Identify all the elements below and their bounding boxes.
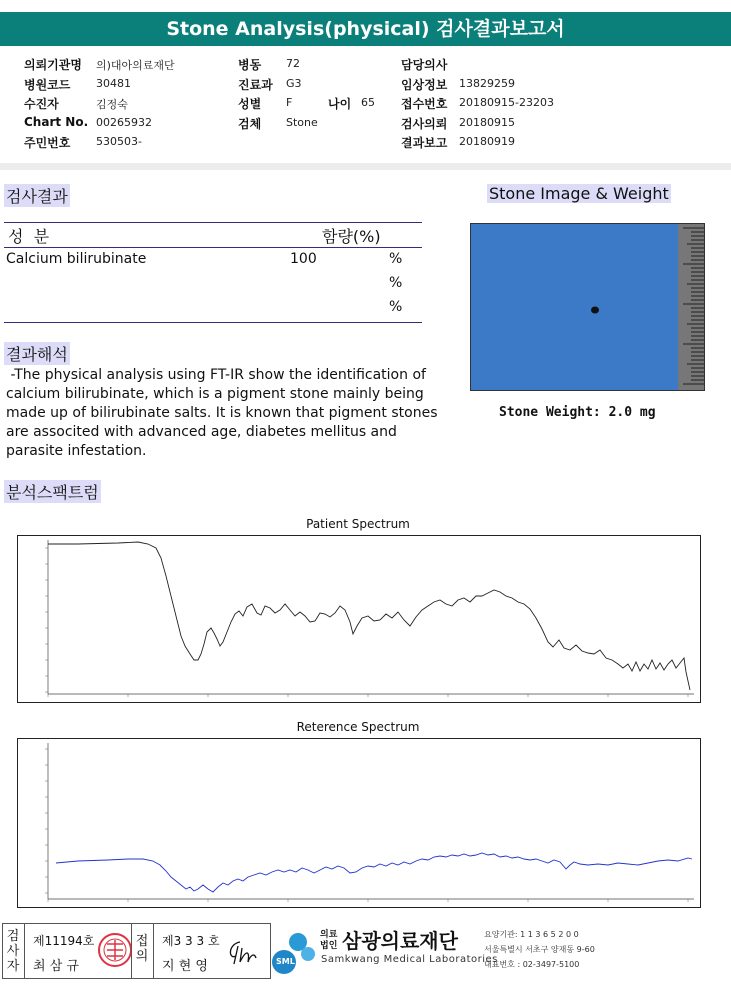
reference-spectrum-plot: [17, 738, 701, 908]
table-bottom-rule: [4, 322, 422, 323]
footer: [0, 920, 731, 988]
info-value: 530503-: [96, 135, 142, 148]
info-label: Chart No.: [24, 115, 89, 129]
info-value: 30481: [96, 77, 131, 90]
info-value: G3: [286, 77, 302, 90]
info-label: 담당의사: [401, 58, 448, 72]
info-value: 김정숙: [96, 98, 128, 111]
reference-spectrum-svg: [18, 739, 700, 907]
role-char: 자: [6, 959, 20, 974]
stone-weight: [499, 405, 656, 420]
column-header-content: 함량(%): [322, 227, 381, 246]
report-title: Stone Analysis(physical) 검사결과보고서: [0, 12, 731, 46]
org-name: 삼광의료재단: [342, 929, 458, 953]
license-number-2: 제3 3 3 호: [162, 934, 220, 948]
result-unit: %: [389, 251, 403, 267]
result-unit: %: [389, 275, 403, 291]
info-label: 임상정보: [401, 78, 448, 92]
table-top-rule: [4, 222, 422, 223]
org-prefix-top: 의료: [320, 930, 338, 940]
stone-image: [470, 223, 705, 391]
signature-box-1: [2, 923, 142, 979]
interpretation-line: -The physical analysis using FT-IR show the identification of: [6, 367, 426, 383]
contact-line: 서울특별시 서초구 양재동 9-60: [484, 945, 595, 954]
role-char: 사: [6, 944, 20, 959]
info-value: 00265932: [96, 116, 152, 129]
info-label: 나이: [328, 97, 352, 111]
info-label: 병동: [238, 58, 262, 72]
stone-heading: Stone Image & Weight: [489, 184, 669, 203]
logo-badge: SML: [276, 957, 295, 966]
reference-spectrum-title: Reterence Spectrum: [296, 720, 420, 734]
x-ticks: [48, 694, 688, 697]
interpretation-line: made up of bilirubinate salts. It is known that pigment stones: [6, 405, 438, 421]
info-label: 의뢰기관명: [24, 58, 82, 72]
handwritten-signature: [224, 934, 260, 968]
column-header-component: 성 분: [8, 227, 50, 246]
signature-box-2: [131, 923, 271, 979]
stone-weight-value: 2.0: [608, 405, 633, 420]
info-value: F: [286, 96, 293, 109]
role-char: 접: [135, 934, 149, 949]
org-prefix-bottom: 법인: [320, 941, 338, 951]
info-label: 성별: [238, 97, 262, 111]
interpretation-text: [6, 366, 438, 461]
signer-role-label-1: [6, 929, 20, 974]
contact-line: 요양기관: 1 1 3 6 5 2 0 0: [484, 930, 579, 939]
reference-spectrum-trace: [56, 853, 692, 892]
sml-logo-icon: [270, 924, 316, 976]
patient-spectrum-trace: [48, 542, 690, 690]
role-char: 의: [135, 949, 149, 964]
contact-line: 대표번호 : 02-3497-5100: [484, 960, 580, 969]
info-label: 수진자: [24, 97, 59, 111]
patient-spectrum-svg: [18, 536, 700, 702]
info-value: 65: [361, 96, 375, 109]
interpretation-heading: 결과해석: [4, 342, 70, 365]
stone-particle: [591, 307, 599, 314]
license-number-1: 제11194호: [33, 934, 95, 948]
separator: [0, 163, 731, 170]
y-ticks: [45, 749, 48, 893]
org-english: Samkwang Medical Laboratories: [321, 954, 498, 965]
org-contact: [484, 927, 595, 972]
stone-weight-unit: mg: [639, 405, 656, 420]
info-value: 13829259: [459, 77, 515, 90]
info-label: 결과보고: [401, 136, 448, 150]
info-value: 20180919: [459, 135, 515, 148]
info-label: 검사의뢰: [401, 117, 448, 131]
signer-role-label-2: [135, 934, 149, 964]
interpretation-line: parasite infestation.: [6, 443, 147, 459]
info-value: 20180915-23203: [459, 96, 554, 109]
info-value: Stone: [286, 116, 318, 129]
table-header-rule: [4, 247, 422, 248]
info-label: 접수번호: [401, 97, 448, 111]
official-seal: [97, 930, 133, 970]
info-value: 72: [286, 57, 300, 70]
info-value: 20180915: [459, 116, 515, 129]
patient-spectrum-title: Patient Spectrum: [306, 517, 410, 531]
info-value: 의)대아의료재단: [96, 59, 175, 72]
divider: [24, 924, 25, 978]
info-label: 병원코드: [24, 78, 71, 92]
info-block: [0, 50, 731, 165]
patient-spectrum-plot: [17, 535, 701, 703]
info-label: 진료과: [238, 78, 273, 92]
stone-photo-graphic: [471, 224, 704, 390]
role-char: 검: [6, 929, 20, 944]
divider: [153, 924, 154, 978]
info-label: 주민번호: [24, 136, 71, 150]
result-component: Calcium bilirubinate: [6, 251, 147, 267]
x-ticks: [48, 899, 688, 902]
org-prefix: [320, 930, 337, 952]
spectrum-heading: 분석스팩트럼: [4, 480, 101, 503]
stone-weight-label: Stone Weight:: [499, 405, 601, 420]
signer-name-2: 지 현 영: [162, 959, 208, 974]
y-ticks: [45, 548, 48, 692]
results-heading: 검사결과: [4, 184, 70, 207]
result-unit: %: [389, 299, 403, 315]
info-label: 검체: [238, 117, 262, 131]
result-amount: 100: [290, 251, 317, 267]
signer-name-1: 최 삼 규: [33, 959, 79, 974]
interpretation-line: calcium bilirubinate, which is a pigment stone mainly being: [6, 386, 424, 402]
interpretation-line: are associted with advanced age, diabetes mellitus and: [6, 424, 397, 440]
